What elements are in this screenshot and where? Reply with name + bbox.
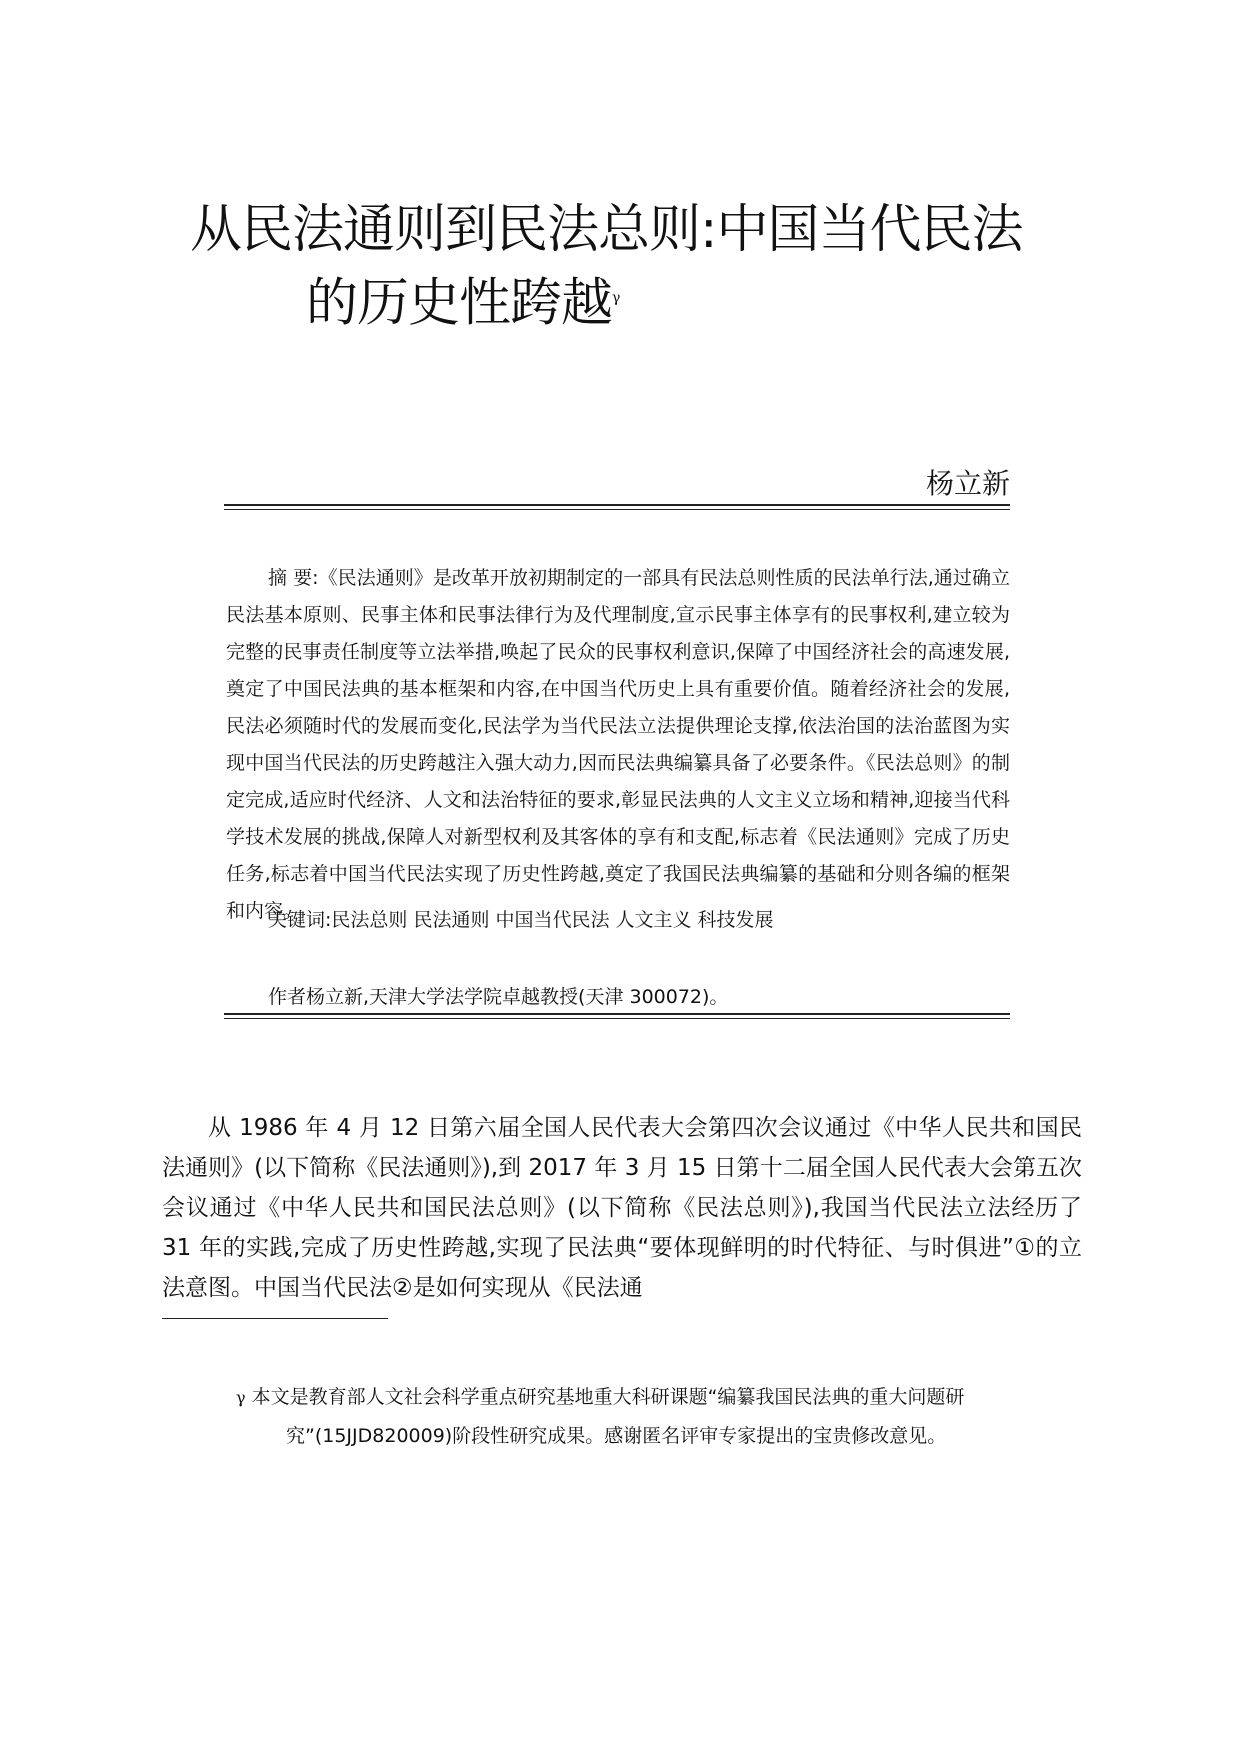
keywords: 关键词:民法总则 民法通则 中国当代民法 人文主义 科技发展 <box>268 909 774 931</box>
author-name: 杨立新 <box>925 467 1010 500</box>
title-footnote-mark: γ <box>612 290 621 306</box>
footnote-divider <box>162 1318 388 1319</box>
body-paragraph: 从 1986 年 4 月 12 日第六届全国人民代表大会第四次会议通过《中华人民共和国民法通则》(以下简称《民法通则》),到 2017 年 3 月 15 日第十二届全国人民代表大会第五次会议通过《中华人民共和国民法总则》(以下简称《民法总则》),我国当代民法立法经历了 31 年的实践,完成了历史性跨越,实现了民法典“要体现鲜明的时代特征、与时俱进”①的立法意图。中国当代民法②是如何实现从《民法通 <box>162 1115 1082 1301</box>
abstract-divider <box>224 1013 1010 1019</box>
paper-title <box>190 196 1090 337</box>
title-line-1: 从民法通则到民法总则:中国当代民法 <box>190 200 1023 260</box>
footnote <box>236 1378 1016 1455</box>
header-divider <box>224 504 1010 510</box>
title-line-2-text: 的历史性跨越 <box>306 273 613 334</box>
title-line-2 <box>190 264 1090 337</box>
footnote-line-1: 本文是教育部人文社会科学重点研究基地重大科研课题“编纂我国民法典的重大问题研 <box>251 1386 965 1408</box>
footnote-symbol: γ <box>236 1388 246 1407</box>
author-info: 作者杨立新,天津大学法学院卓越教授(天津 300072)。 <box>268 986 729 1008</box>
footnote-line-2: 究”(15JJD820009)阶段性研究成果。感谢匿名评审专家提出的宝贵修改意见。 <box>286 1425 947 1447</box>
abstract: 摘 要:《民法通则》是改革开放初期制定的一部具有民法总则性质的民法单行法,通过确立民法基本原则、民事主体和民事法律行为及代理制度,宣示民事主体享有的民事权利,建立较为完整的民事责任制度等立法举措,唤起了民众的民事权利意识,保障了中国经济社会的高速发展,奠定了中国民法典的基本框架和内容,在中国当代历史上具有重要价值。随着经济社会的发展,民法必须随时代的发展而变化,民法学为当代民法立法提供理论支撑,依法治国的法治蓝图为实现中国当代民法的历史跨越注入强大动力,因而民法典编纂具备了必要条件。《民法总则》的制定完成,适应时代经济、人文和法治特征的要求,彰显民法典的人文主义立场和精神,迎接当代科学技术发展的挑战,保障人对新型权利及其客体的享有和支配,标志着《民法通则》完成了历史任务,标志着中国当代民法实现了历史性跨越,奠定了我国民法典编纂的基础和分则各编的框架和内容。 <box>226 567 1010 922</box>
